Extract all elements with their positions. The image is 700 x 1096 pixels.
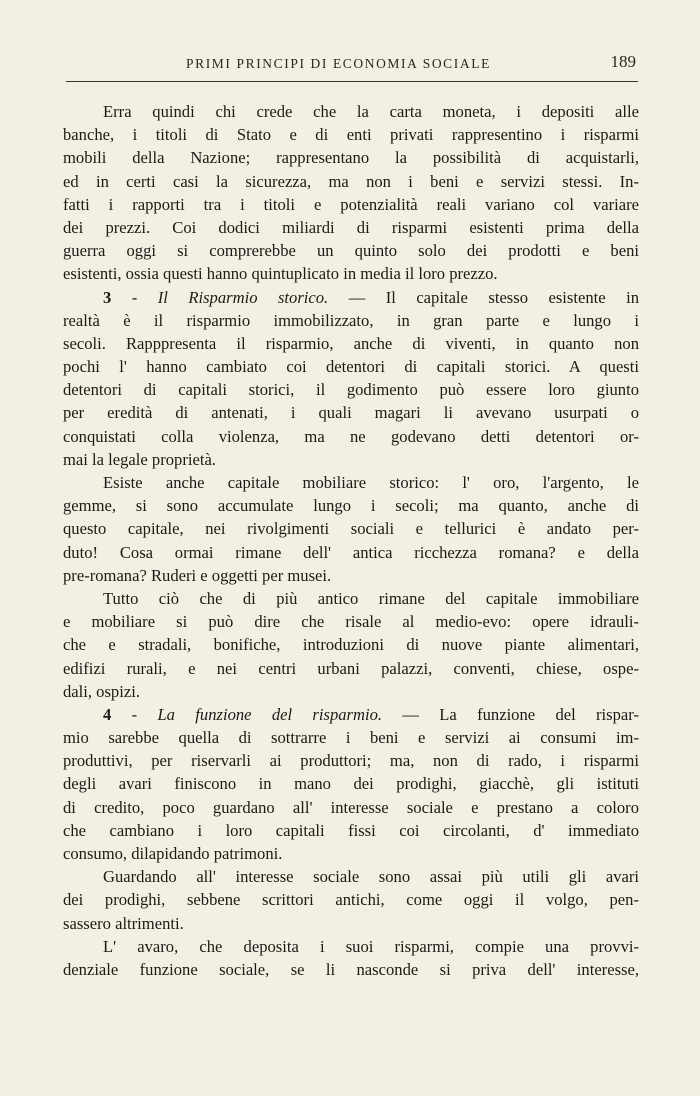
- text-line: esistenti, ossia questi hanno quintuplicato in media il loro prezzo.: [63, 264, 498, 284]
- text-line: produttivi, per riservarli ai produttori; ma, non di rado, i risparmi: [63, 751, 639, 771]
- header-rule: [66, 81, 638, 82]
- text-line: Guardando all' interesse sociale sono assai più utili gli avari: [103, 867, 639, 887]
- text-line: denziale funzione sociale, se li nasconde si priva dell' interesse,: [63, 959, 639, 979]
- text-line: mobili della Nazione; rappresentano la possibilità di acquistarli,: [63, 148, 639, 168]
- text-line: Erra quindi chi crede che la carta moneta, i depositi alle: [103, 102, 639, 121]
- text-line: gemme, si sono accumulate lungo i secoli; ma quanto, anche di: [63, 496, 639, 516]
- page-number: 189: [610, 52, 636, 71]
- text-line: banche, i titoli di Stato e di enti privati rappresentino i risparmi: [63, 125, 639, 145]
- text-line: realtà è il risparmio immobilizzato, in gran parte e lungo i: [63, 310, 639, 330]
- text-line: che cambiano i loro capitali fissi coi circolanti, d' immediato: [63, 820, 639, 840]
- text-line: di credito, poco guardano all' interesse sociale e prestano a coloro: [63, 797, 639, 817]
- section-title: Il Risparmio storico.: [157, 287, 329, 307]
- text-line: edifizi rurali, e nei centri urbani palazzi, conventi, chiese, ospe-: [63, 658, 639, 678]
- text-line: detentori di capitali storici, il godimento può essere loro giunto: [63, 380, 639, 400]
- text-line: per eredità di antenati, i quali magari li avevano usurpati o: [63, 403, 639, 423]
- section-heading-line: [63, 286, 639, 309]
- text-line: L' avaro, che deposita i suoi risparmi, compie una provvi-: [103, 936, 639, 956]
- body-text: [63, 100, 639, 981]
- page-header: [66, 52, 638, 82]
- text-line: Esiste anche capitale mobiliare storico: l' oro, l'argento, le: [103, 473, 639, 492]
- text-line: duto! Cosa ormai rimane dell' antica ricchezza romana? e della: [63, 542, 639, 562]
- text-line: pre-romana? Ruderi e oggetti per musei.: [63, 565, 332, 585]
- section-text: — La funzione del rispar-: [382, 704, 639, 724]
- section-heading-line: [63, 703, 639, 726]
- text-line: dei prodighi, sebbene scrittori antichi, come oggi il volgo, pen-: [63, 890, 639, 910]
- text-line: mio sarebbe quella di sottrarre i beni e servizi ai consumi im-: [63, 728, 639, 748]
- section-separator: -: [111, 704, 158, 724]
- text-line: consumo, dilapidando patrimoni.: [63, 844, 283, 863]
- text-line: fatti i rapporti tra i titoli e potenzialità reali variano col variare: [63, 194, 639, 214]
- section-number: 4: [103, 704, 112, 724]
- text-line: ed in certi casi la sicurezza, ma non i beni e servizi stessi. In-: [63, 171, 639, 191]
- text-line: dei prezzi. Coi dodici miliardi di risparmi esistenti prima della: [63, 217, 639, 237]
- text-line: sassero altrimenti.: [63, 913, 184, 933]
- text-line: conquistati colla violenza, ma ne godevano detti detentori or-: [63, 426, 639, 446]
- text-line: questo capitale, nei rivolgimenti sociali e tellurici è andato per-: [63, 519, 639, 539]
- section-text: — Il capitale stesso esistente in: [328, 287, 639, 307]
- text-line: mai la legale proprietà.: [63, 449, 216, 469]
- running-title: PRIMI PRINCIPI DI ECONOMIA SOCIALE: [186, 56, 491, 71]
- section-title: La funzione del risparmio.: [157, 704, 383, 724]
- text-line: Tutto ciò che di più antico rimane del capitale immobiliare: [103, 588, 639, 608]
- text-line: secoli. Rapppresenta il risparmio, anche di viventi, in quanto non: [63, 333, 639, 353]
- text-line: che e stradali, bonifiche, introduzioni di nuove piante alimentari,: [63, 635, 639, 655]
- text-line: degli avari finiscono in mano dei prodighi, giacchè, gli istituti: [63, 774, 639, 794]
- section-number: 3: [103, 287, 112, 307]
- text-line: pochi l' hanno cambiato coi detentori di capitali storici. A questi: [63, 357, 639, 377]
- text-line: guerra oggi si comprerebbe un quinto solo dei prodotti e beni: [63, 241, 639, 261]
- text-line: dali, ospizi.: [63, 681, 140, 701]
- text-line: e mobiliare si può dire che risale al medio-evo: opere idrauli-: [63, 612, 639, 632]
- section-separator: -: [111, 287, 158, 307]
